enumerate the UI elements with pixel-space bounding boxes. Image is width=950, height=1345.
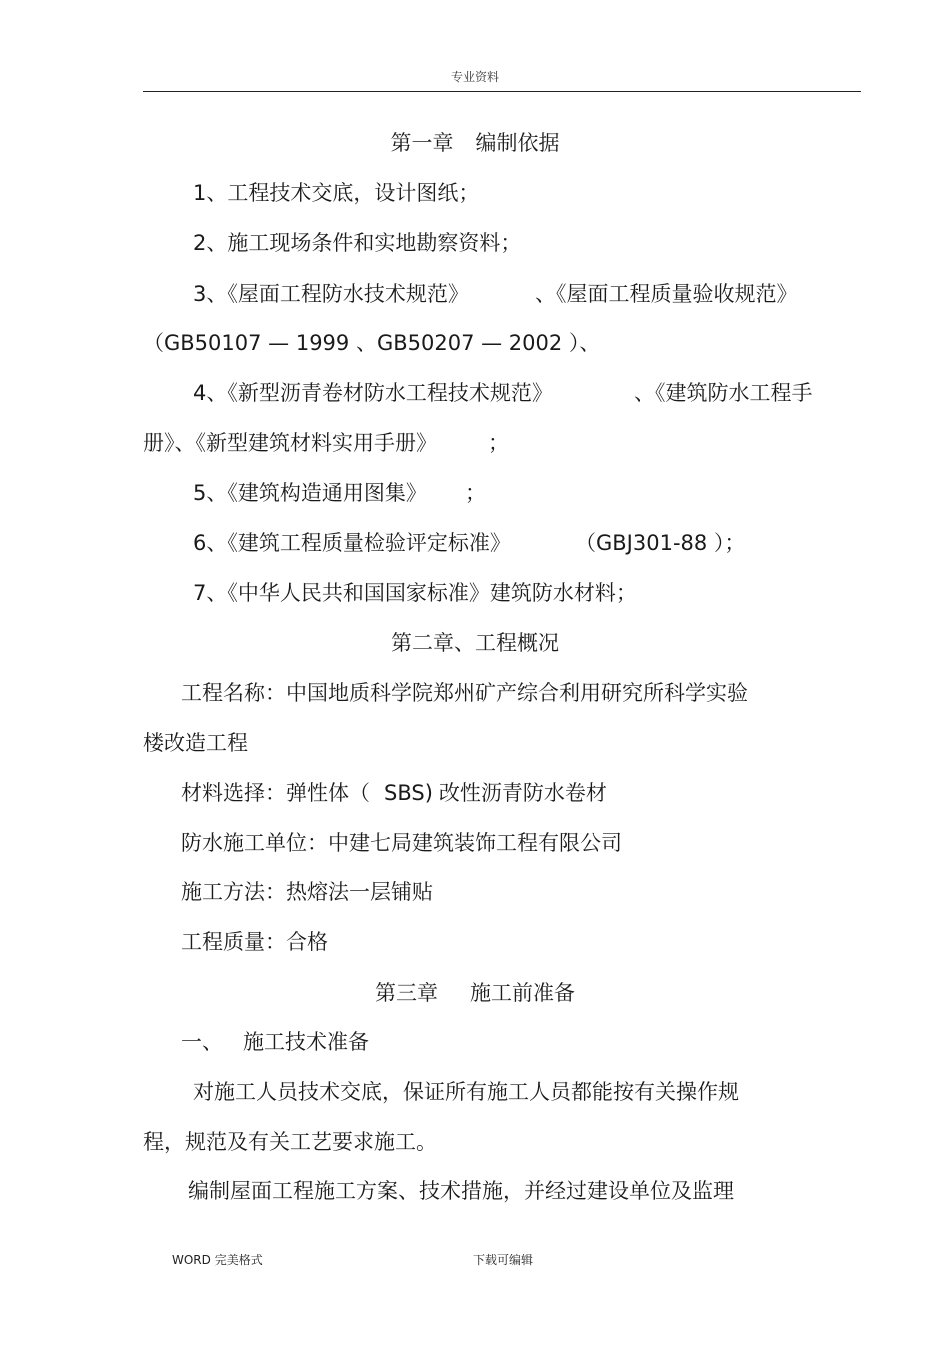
basis-item-5b: ；: [465, 481, 486, 505]
project-name-line-2: 楼改造工程: [143, 731, 248, 755]
basis-item-4d: ；: [488, 431, 509, 455]
paragraph-1-line-1: 对施工人员技术交底，保证所有施工人员都能按有关操作规: [193, 1080, 739, 1104]
basis-item-5a: 5、《建筑构造通用图集》: [193, 481, 427, 505]
construction-unit: 防水施工单位：中建七局建筑装饰工程有限公司: [181, 831, 622, 855]
header-divider: [143, 91, 861, 92]
section-1-heading: [181, 1029, 369, 1055]
chapter-1-title: [0, 130, 950, 156]
basis-item-4a: 4、《新型沥青卷材防水工程技术规范》: [193, 381, 553, 405]
material-selection: 材料选择：弹性体（ SBS) 改性沥青防水卷材: [181, 781, 607, 805]
paragraph-1-line-2: 程，规范及有关工艺要求施工。: [143, 1130, 437, 1154]
basis-item-3a: 3、《屋面工程防水技术规范》: [193, 282, 469, 306]
basis-item-4c: 册》、《新型建筑材料实用手册》: [143, 431, 437, 455]
basis-item-3b: 、《屋面工程质量验收规范》: [535, 282, 798, 306]
project-name-line-1: 工程名称：中国地质科学院郑州矿产综合利用研究所科学实验: [181, 681, 748, 705]
project-quality: 工程质量：合格: [181, 930, 328, 954]
chapter-1-number: 第一章: [390, 131, 454, 155]
basis-item-6a: 6、《建筑工程质量检验评定标准》: [193, 531, 511, 555]
page-header: 专业资料: [450, 70, 499, 84]
chapter-3-name: 施工前准备: [470, 981, 575, 1005]
basis-item-2: 2、施工现场条件和实地勘察资料；: [193, 231, 522, 255]
chapter-3-title: [0, 980, 950, 1006]
construction-method: 施工方法：热熔法一层铺贴: [181, 880, 433, 904]
footer-right: 下载可编辑: [473, 1253, 534, 1267]
section-1-title: 施工技术准备: [243, 1030, 369, 1054]
basis-item-6b: （GBJ301-88 ）；: [575, 531, 746, 555]
basis-item-7: 7、《中华人民共和国国家标准》建筑防水材料；: [193, 581, 637, 605]
basis-item-4b: 、《建筑防水工程手: [634, 381, 813, 405]
chapter-3-number: 第三章: [375, 981, 438, 1005]
footer-left: WORD 完美格式: [172, 1253, 263, 1267]
chapter-2-title: 第二章、工程概况: [391, 631, 559, 655]
basis-item-3c: （GB50107 — 1999 、GB50207 — 2002 ）、: [143, 331, 601, 355]
paragraph-2-line-1: 编制屋面工程施工方案、技术措施，并经过建设单位及监理: [188, 1179, 734, 1203]
basis-item-1: 1、工程技术交底，设计图纸；: [193, 181, 480, 205]
section-1-number: 一、: [181, 1030, 223, 1054]
chapter-1-name: 编制依据: [475, 131, 560, 155]
